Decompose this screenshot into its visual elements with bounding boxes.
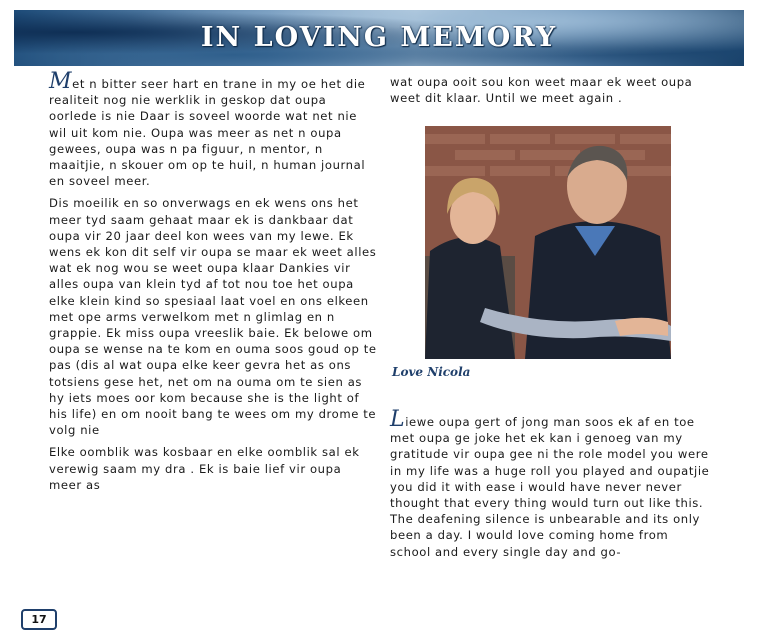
page-title: IN LOVING MEMORY [200, 22, 558, 53]
tribute-paragraph-1 [49, 69, 377, 189]
continuation-text: wat oupa ooit sou kon weet maar ek weet oupa weet dit klaar. Until we meet again . [390, 75, 693, 106]
drop-cap: M [49, 69, 73, 94]
left-column [49, 69, 377, 499]
drop-cap: L [390, 407, 406, 432]
right-column-tribute [390, 407, 712, 566]
memorial-photo [425, 126, 671, 359]
tribute-paragraph-4 [390, 407, 712, 560]
paragraph-text: et n bitter seer hart en trane in my oe het die realiteit nog nie werklik in geskop dat oupa oorlede is nie Daar is soveel woorde wat net nie wil uit kom nie. Oupa was meer as net n oupa gewees, oupa was n pa figuur, n mentor, n maaitjie, n skouer om op te huil, n human journal en soveel meer. [49, 77, 366, 189]
paragraph-text: iewe oupa gert of jong man soos ek af en toe met oupa ge joke het ek kan i genoeg van my gratitude vir oupa gee ni the role model you were in my life was a huge roll you played and oupatjie you did it with ease i would have never never thought that every thing would turn out like this. The deafening silence is unbearable and its only been a day. I would love coming home from school and every single day and go- [390, 415, 710, 559]
tribute-paragraph-2: Dis moeilik en so onverwags en ek wens ons het meer tyd saam gehaat maar ek is dankbaar dat oupa vir 20 jaar deel kon wees van my lewe. Ek wens ek kon dit self vir oupa se maar ek weet alles wat ek nog wou se weet oupa klaar Dankies vir alles oupa van klein tyd af tot nou toe het oupa elke klein kind so spesiaal laat voel en ons elkeen met ope arms verwelkom met n glimlag en n grappie. Ek miss oupa vreeslik baie. Ek belowe om oupa se wense na te kom en ouma soos goud op te pas (dis al wat oupa elke keer gevra het as ons totsiens gese het, net om na ouma om te sien as hy iets moes oor kom because she is the light of his life) en om nooit bang te wees om my drome te volg nie [49, 196, 377, 438]
tribute-paragraph-3: Elke oomblik was kosbaar en elke oomblik sal ek verewig saam my dra . Ek is baie lief vir oupa meer as [49, 445, 360, 492]
photo-illustration [425, 126, 671, 359]
photo-caption: Love Nicola [392, 365, 471, 379]
page-number: 17 [21, 609, 57, 630]
right-column-continuation [390, 74, 695, 112]
memorial-banner [14, 10, 744, 66]
